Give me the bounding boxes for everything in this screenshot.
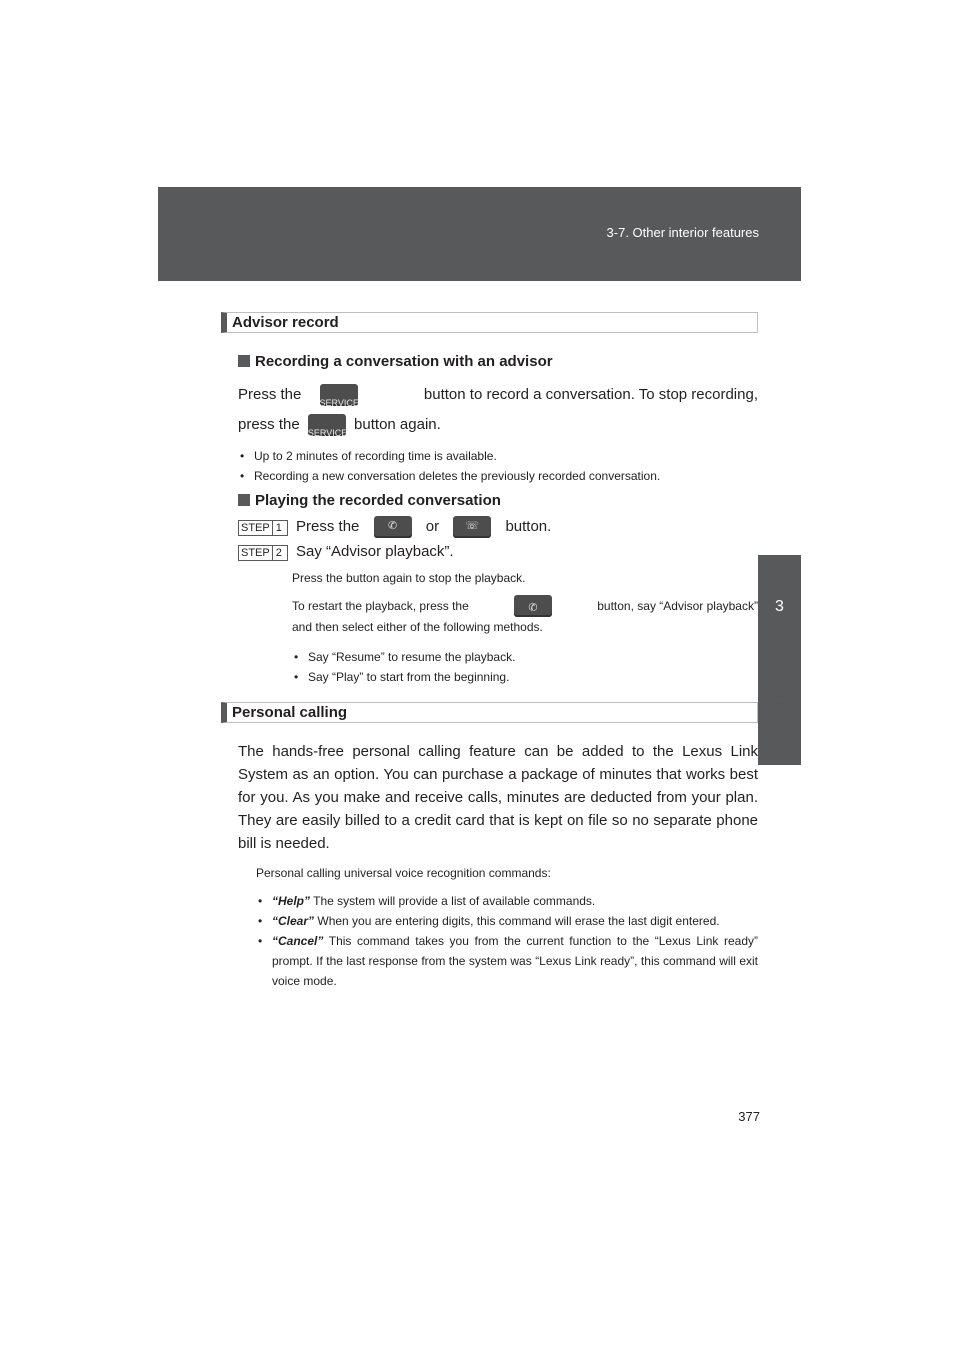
commands-list bbox=[256, 891, 758, 991]
commands-intro: Personal calling universal voice recognition commands: bbox=[256, 866, 551, 880]
section-heading-advisor-record bbox=[221, 312, 758, 333]
list-item: • Recording a new conversation deletes the previously recorded conversation. bbox=[238, 466, 758, 486]
phone-button-icon: ✆ bbox=[514, 595, 552, 617]
recording-instructions: Press the SERVICE button to record a conversation. To stop recording, press the SERVICE button again. bbox=[238, 386, 758, 439]
heading-text: Advisor record bbox=[232, 314, 339, 331]
list-item: • “Cancel” This command takes you from the current function to the “Lexus Link ready” prompt. If the last response from the system was “Lexus Link ready”, this command will exit voice mode. bbox=[256, 931, 758, 991]
square-bullet-icon bbox=[238, 494, 250, 506]
list-item: • “Help” The system will provide a list of available commands. bbox=[256, 891, 758, 911]
list-item: • Say “Resume” to resume the playback. bbox=[292, 647, 758, 667]
personal-calling-paragraph: The hands-free personal calling feature can be added to the Lexus Link System as an option. You can purchase a package of minutes that works best for you. As you make and receive calls, minutes are deducted from your plan. They are easily billed to a credit card that is kept on file so no separate phone bill is needed. bbox=[238, 743, 758, 852]
chapter-number: 3 bbox=[775, 598, 784, 615]
page-header-band bbox=[158, 187, 801, 281]
playback-methods bbox=[292, 647, 758, 687]
step-badge: STEP 2 bbox=[238, 545, 288, 561]
square-bullet-icon bbox=[238, 355, 250, 367]
recording-notes bbox=[238, 446, 758, 486]
service-button-icon: SERVICE bbox=[308, 414, 346, 436]
section-heading-personal-calling bbox=[221, 702, 758, 723]
service-button-icon: SERVICE bbox=[320, 384, 358, 406]
subheading-recording: Recording a conversation with an advisor bbox=[238, 353, 553, 370]
playback-notes: Press the button again to stop the playback. To restart the playback, press the ✆ button, say “Advisor playback” and then select either of the following methods. • Say “Resume” to resume the playback. • Say “Play” to start from the beginning. bbox=[292, 568, 758, 687]
phone-button-icon: ✆ bbox=[374, 516, 412, 538]
hangup-phone-button-icon: ☏ bbox=[453, 516, 491, 538]
step-badge: STEP 1 bbox=[238, 520, 288, 536]
chapter-title: Interior features bbox=[771, 630, 786, 722]
section-title: 3-7. Other interior features bbox=[606, 225, 759, 240]
list-item: • Up to 2 minutes of recording time is available. bbox=[238, 446, 758, 466]
list-item: • Say “Play” to start from the beginning. bbox=[292, 667, 758, 687]
step-2: STEP 2 Say “Advisor playback”. bbox=[238, 543, 454, 561]
step-1: STEP 1 Press the ✆ or ☏ button. bbox=[238, 516, 551, 538]
subheading-playing: Playing the recorded conversation bbox=[238, 492, 501, 509]
page-number: 377 bbox=[738, 1109, 760, 1124]
list-item: • “Clear” When you are entering digits, this command will erase the last digit entered. bbox=[256, 911, 758, 931]
heading-text: Personal calling bbox=[232, 704, 348, 721]
